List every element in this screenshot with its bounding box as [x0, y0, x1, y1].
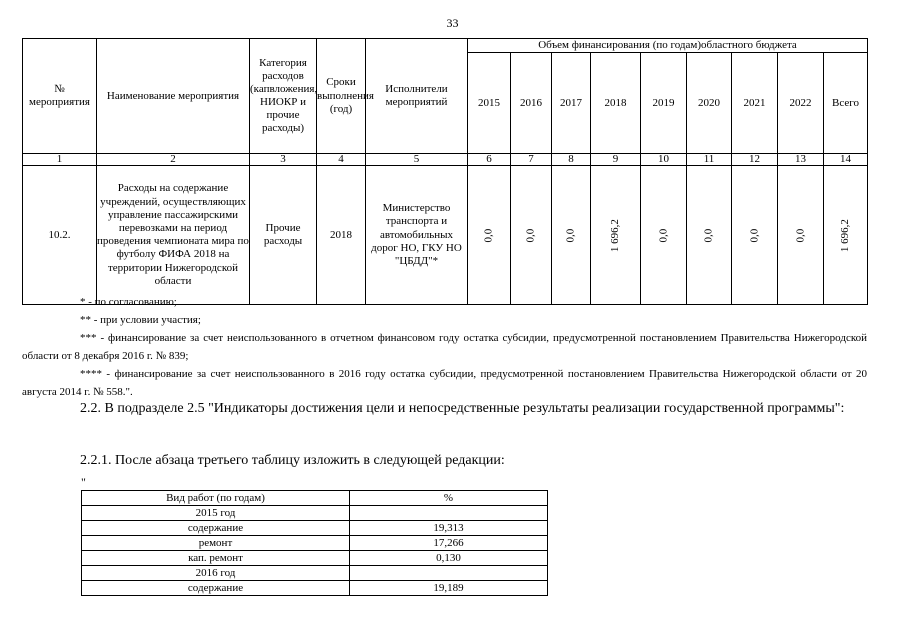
header-executors: Исполнители мероприятий: [366, 39, 468, 154]
column-number: 10: [641, 154, 687, 166]
header-name: Наименование мероприятия: [97, 39, 250, 154]
cell-percent: [350, 506, 548, 521]
column-number: 13: [778, 154, 824, 166]
column-number: 2: [97, 154, 250, 166]
value-2019: 0,0: [656, 228, 669, 243]
table-row: [82, 521, 548, 536]
cell-percent: 17,266: [350, 536, 548, 551]
value-2021: 0,0: [747, 228, 760, 243]
cell-work-type: 2015 год: [82, 506, 350, 521]
header-num: № мероприятия: [23, 39, 97, 154]
column-number: 6: [468, 154, 511, 166]
value-2015: 0,0: [482, 228, 495, 243]
column-number: 3: [250, 154, 317, 166]
value-2020: 0,0: [702, 228, 715, 243]
table-row: [82, 566, 548, 581]
header-financing-group: Объем финансирования (по годам)областного бюджета: [468, 39, 868, 53]
table-row: [82, 506, 548, 521]
header-year: 2018: [591, 53, 641, 154]
column-number: 12: [732, 154, 778, 166]
header-year: 2022: [778, 53, 824, 154]
header-year: 2019: [641, 53, 687, 154]
column-number: 7: [511, 154, 552, 166]
column-number: 9: [591, 154, 641, 166]
cell-percent: [350, 566, 548, 581]
value-2016: 0,0: [524, 228, 537, 243]
column-number: 4: [317, 154, 366, 166]
value-2018: 1 696,2: [608, 218, 621, 252]
paragraph-2-2-1: 2.2.1. После абзаца третьего таблицу изложить в следующей редакции:: [80, 453, 505, 468]
column-number: 5: [366, 154, 468, 166]
header-year: 2020: [687, 53, 732, 154]
header-year: 2017: [552, 53, 591, 154]
footnote: **** - финансирование за счет неиспользованного в 2016 году остатка субсидии, предусмотренной постановлением Правительства Нижегородской области от 20 августа 2014 г. № 558.".: [22, 368, 867, 398]
cell-work-type: ремонт: [82, 536, 350, 551]
cell-work-type: кап. ремонт: [82, 551, 350, 566]
row-name: Расходы на содержание учреждений, осуществляющих управление пассажирскими перевозками на период проведения чемпионата мира по футболу ФИФА 2018 на территории Нижегородской области: [97, 166, 250, 305]
table-row: [82, 581, 548, 596]
value-total: 1 696,2: [838, 218, 851, 252]
header-total: Всего: [824, 53, 868, 154]
header-percent: %: [350, 491, 548, 506]
table-row: [82, 536, 548, 551]
paragraph-2-2: 2.2. В подразделе 2.5 "Индикаторы достижения цели и непосредственные результаты реализации государственной программы":: [80, 401, 845, 416]
column-number: 1: [23, 154, 97, 166]
cell-work-type: 2016 год: [82, 566, 350, 581]
cell-percent: 0,130: [350, 551, 548, 566]
header-year: 2015: [468, 53, 511, 154]
header-work-type: Вид работ (по годам): [82, 491, 350, 506]
cell-work-type: содержание: [82, 521, 350, 536]
cell-percent: 19,313: [350, 521, 548, 536]
footnote: ** - при условии участия;: [80, 314, 201, 326]
table-row: [23, 166, 868, 305]
indicators-table: [81, 490, 548, 596]
page-number: 33: [446, 16, 459, 30]
cell-work-type: содержание: [82, 581, 350, 596]
row-term: 2018: [317, 166, 366, 305]
footnote: *** - финансирование за счет неиспользованного в отчетном финансовом году остатка субсидии, предусмотренной постановлением Правительства Нижегородской области от 8 декабря 2016 г. № 839;: [22, 332, 867, 362]
column-number: 14: [824, 154, 868, 166]
opening-quote: ": [81, 475, 86, 489]
column-number: 8: [552, 154, 591, 166]
value-2022: 0,0: [793, 228, 806, 243]
header-year: 2021: [732, 53, 778, 154]
cell-percent: 19,189: [350, 581, 548, 596]
table-row: [82, 551, 548, 566]
financing-table: [22, 38, 868, 305]
column-number: 11: [687, 154, 732, 166]
row-executors: Министерство транспорта и автомобильных дорог НО, ГКУ НО "ЦБДД"*: [366, 166, 468, 305]
row-category: Прочие расходы: [250, 166, 317, 305]
header-term: Сроки выполнения (год): [317, 39, 366, 154]
header-year: 2016: [511, 53, 552, 154]
footnotes: [22, 293, 867, 401]
header-category: Категория расходов (капвложения, НИОКР и прочие расходы): [250, 39, 317, 154]
row-num: 10.2.: [23, 166, 97, 305]
footnote: * - по согласованию;: [80, 296, 177, 308]
value-2017: 0,0: [564, 228, 577, 243]
